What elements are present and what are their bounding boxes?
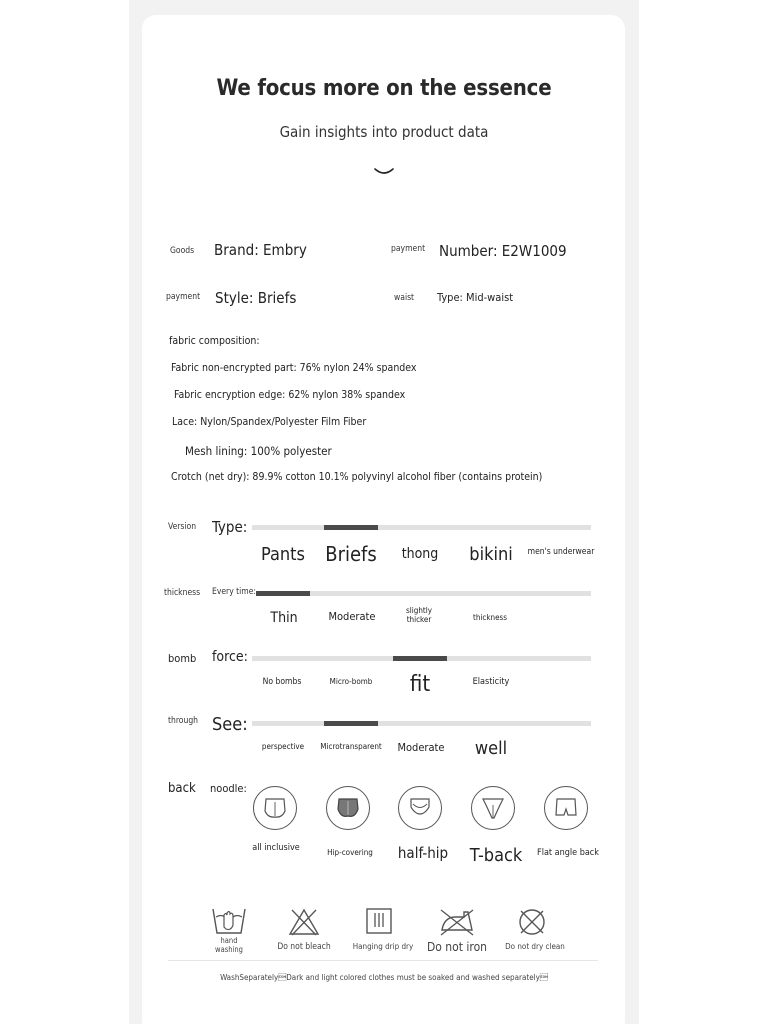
bomb-side-label: bomb (168, 652, 197, 665)
force-option-no-bombs: No bombs (262, 677, 302, 687)
back-option-flat-angle-back: Flat angle back (537, 848, 599, 858)
back-option-t-back: T-back (469, 845, 523, 866)
force-scale-selected (393, 656, 447, 661)
back-option-hip-covering: Hip-covering (327, 848, 373, 857)
goods-label: Goods (170, 246, 195, 256)
care-label-do-not-bleach: Do not bleach (277, 942, 331, 952)
payment-label-2: payment (166, 292, 201, 302)
type-option-briefs: Briefs (325, 542, 377, 566)
thickness-option-thickness: thickness (473, 613, 507, 622)
thickness-side-label: thickness (164, 588, 201, 598)
see-scale-track (252, 721, 591, 726)
see-scale-label: See: (212, 714, 248, 735)
style-value: Style: Briefs (215, 289, 297, 307)
back-option-all-inclusive: all inclusive (252, 843, 300, 853)
thickness-option-thin: Thin (270, 610, 298, 626)
composition-line: Crotch (net dry): 89.9% cotton 10.1% polyvinyl alcohol fiber (contains protein) (171, 471, 543, 483)
type-scale-track (252, 525, 591, 530)
back-option-half-hip: half-hip (397, 844, 449, 862)
care-label-hand-washing: hand washing (215, 936, 243, 954)
version-label: Version (168, 522, 197, 532)
thickness-scale-track (256, 591, 591, 596)
payment-label: payment (391, 244, 426, 254)
thickness-option-moderate: Moderate (328, 610, 376, 623)
do-not-iron-icon (438, 908, 476, 936)
type-scale-label: Type: (212, 518, 248, 536)
through-side-label: through (168, 716, 199, 726)
back-side-label: back (168, 781, 196, 796)
composition-line: Mesh lining: 100% polyester (185, 444, 332, 458)
thickness-scale-label: Every time: (212, 587, 257, 597)
page-subtitle: Gain insights into product data (279, 123, 489, 141)
force-option-fit: fit (409, 672, 431, 697)
care-label-do-not-dry-clean: Do not dry clean (505, 942, 565, 951)
type-option-thong: thong (401, 546, 439, 562)
half-hip-brief-icon (398, 786, 442, 830)
force-option-micro-bomb: Micro-bomb (329, 677, 373, 686)
drip-dry-icon (365, 907, 393, 935)
composition-line: Fabric encryption edge: 62% nylon 38% spandex (174, 389, 406, 401)
type-option-bikini: bikini (469, 544, 513, 565)
composition-line: Lace: Nylon/Spandex/Polyester Film Fiber (172, 416, 367, 428)
number-value: Number: E2W1009 (439, 242, 567, 260)
do-not-dry-clean-icon (517, 907, 547, 937)
care-label-drip-dry: Hanging drip dry (352, 942, 414, 951)
back-noodle-label: noodle: (210, 782, 247, 795)
wash-separately-note: WashSeparatelyDark and light colored clothes must be soaked and washed separately (220, 973, 548, 982)
hand-wash-icon (211, 905, 247, 937)
composition-line: Fabric non-encrypted part: 76% nylon 24% spandex (171, 362, 417, 374)
see-option-well: well (474, 738, 508, 759)
see-option-moderate: Moderate (397, 741, 445, 754)
waist-type-value: Type: Mid-waist (437, 291, 514, 304)
force-scale-track (252, 656, 591, 661)
footer-divider (168, 960, 598, 961)
hip-covering-brief-icon (326, 786, 370, 830)
type-option-pants: Pants (261, 544, 305, 565)
force-option-elasticity: Elasticity (472, 677, 510, 687)
see-option-perspective: perspective (261, 742, 305, 751)
type-scale-selected (324, 525, 378, 530)
see-scale-selected (324, 721, 378, 726)
composition-heading: fabric composition: (169, 335, 260, 347)
t-back-thong-icon (471, 786, 515, 830)
brand-value: Brand: Embry (214, 241, 307, 259)
page-title: We focus more on the essence (216, 76, 552, 101)
full-coverage-brief-icon (253, 786, 297, 830)
force-scale-label: force: (212, 649, 248, 665)
thickness-scale-selected (256, 591, 310, 596)
thickness-option-slightly-thicker: slightly thicker (406, 606, 432, 625)
boyshort-brief-icon (544, 786, 588, 830)
care-label-do-not-iron: Do not iron (426, 940, 488, 954)
chevron-down-icon[interactable] (373, 166, 395, 178)
see-option-microtransparent: Microtransparent (320, 742, 382, 751)
do-not-bleach-icon (287, 907, 321, 937)
waist-label: waist (394, 293, 415, 303)
type-option-mens-underwear: men's underwear (527, 547, 595, 557)
